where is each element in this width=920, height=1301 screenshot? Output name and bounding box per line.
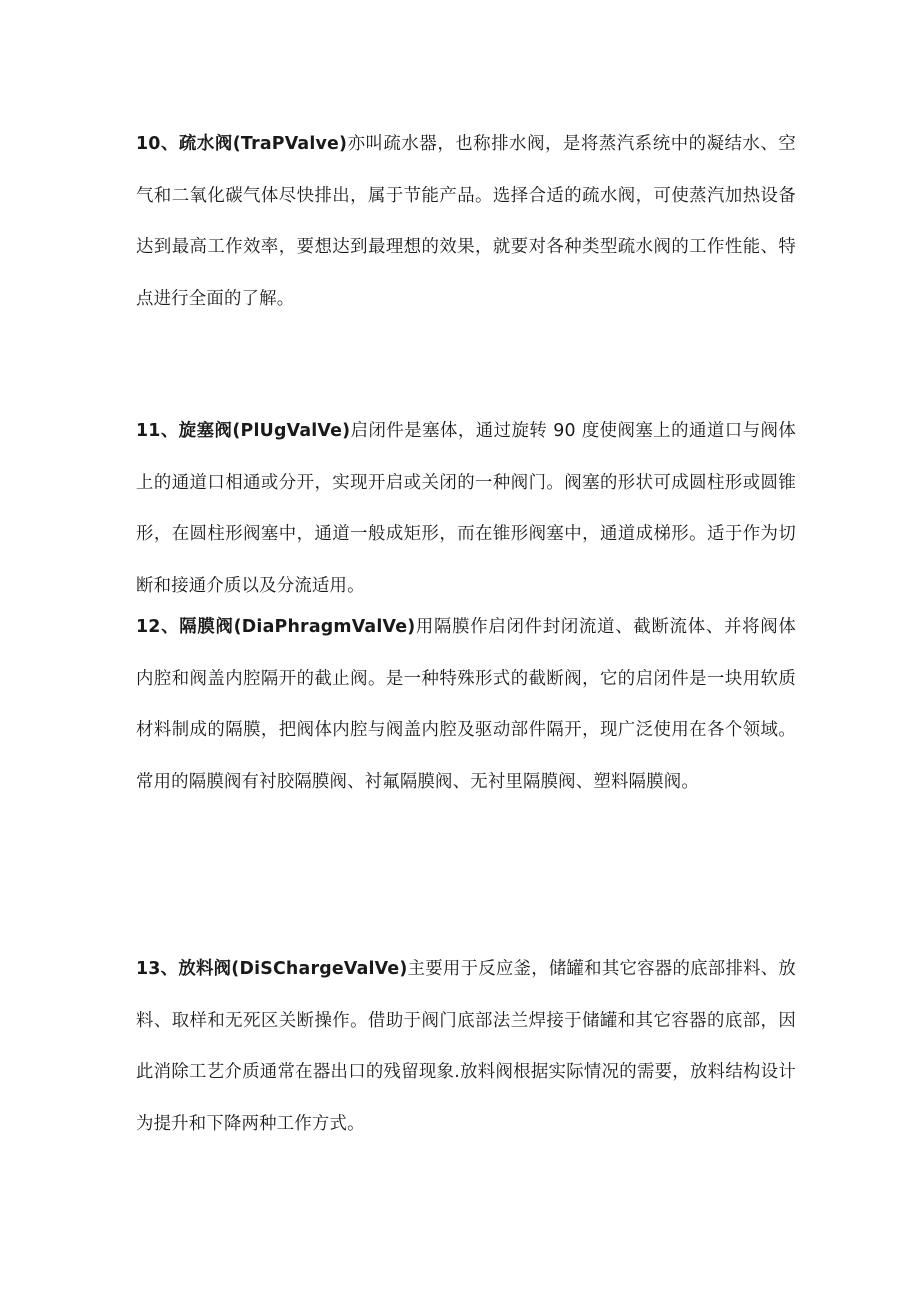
paragraph-trap-valve [136,119,796,325]
paragraph-heading: 12、隔膜阀(DiaPhragmValVe) [136,617,416,637]
paragraph-diaphragm-valve [136,602,796,808]
paragraph-heading: 11、旋塞阀(PlUgValVe) [136,421,351,441]
paragraph-body: 主要用于反应釜，储罐和其它容器的底部排料、放料、取样和无死区关断操作。借助于阀门底部法兰焊接于储罐和其它容器的底部，因此消除工艺介质通常在器出口的残留现象.放料阀根据实际情况的需要，放料结构设计为提升和下降两种工作方式。 [136,959,797,1134]
paragraph-plug-valve [136,406,796,612]
paragraph-heading: 10、疏水阀(TraPValve) [136,134,348,154]
paragraph-body: 启闭件是塞体，通过旋转 90 度使阀塞上的通道口与阀体上的通道口相通或分开，实现开启或关闭的一种阀门。阀塞的形状可成圆柱形或圆锥形，在圆柱形阀塞中，通道一般成矩形，而在锥形阀塞中，通道成梯形。适于作为切断和接通介质以及分流适用。 [136,421,797,596]
paragraph-discharge-valve [136,944,796,1150]
paragraph-heading: 13、放料阀(DiSChargeValVe) [136,959,408,979]
paragraph-body: 用隔膜作启闭件封闭流道、截断流体、并将阀体内腔和阀盖内腔隔开的截止阀。是一种特殊形式的截断阀，它的启闭件是一块用软质材料制成的隔膜，把阀体内腔与阀盖内腔及驱动部件隔开，现广泛使用在各个领域。常用的隔膜阀有衬胶隔膜阀、衬氟隔膜阀、无衬里隔膜阀、塑料隔膜阀。 [136,617,796,792]
paragraph-body: 亦叫疏水器，也称排水阀，是将蒸汽系统中的凝结水、空气和二氧化碳气体尽快排出，属于节能产品。选择合适的疏水阀，可使蒸汽加热设备达到最高工作效率，要想达到最理想的效果，就要对各种类型疏水阀的工作性能、特点进行全面的了解。 [136,134,796,309]
